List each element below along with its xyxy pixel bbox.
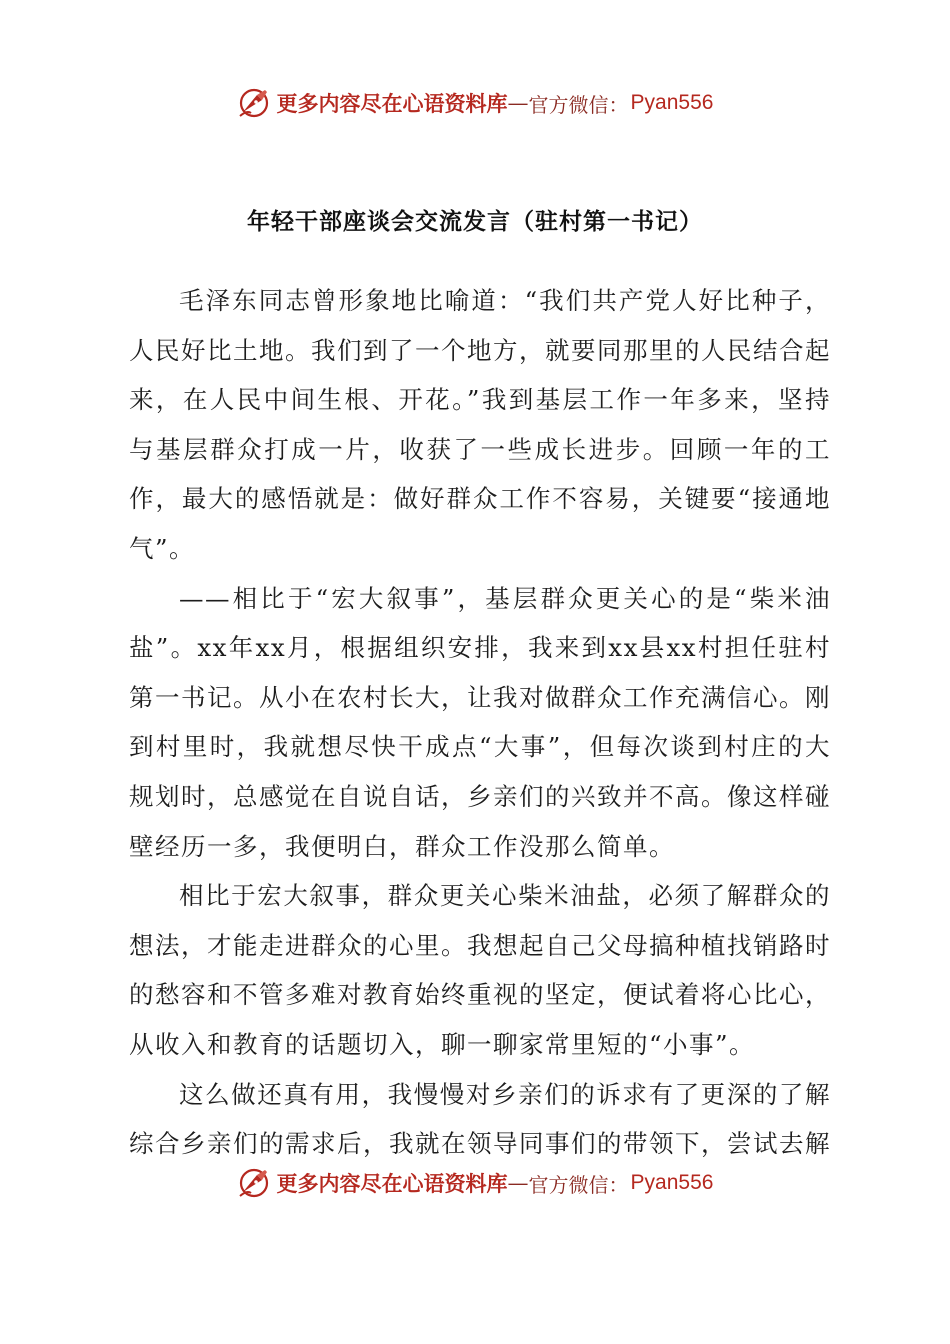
body-paragraph-4: 这么做还真有用，我慢慢对乡亲们的诉求有了更深的了解综合乡亲们的需求后，我就在领导同事们的带领下，尝试去解 (129, 1079, 831, 1159)
document-title: 年轻干部座谈会交流发言（驻村第一书记） (247, 209, 703, 235)
banner-wechat-id: Pyan556 (630, 91, 714, 114)
banner-wechat-label: 官方微信： (528, 1172, 629, 1197)
banner-brand-text: 更多内容尽在心语资料库 (276, 91, 508, 116)
banner-wechat-id: Pyan556 (630, 1171, 714, 1194)
pen-nib-logo-icon (237, 86, 271, 120)
document-body (129, 276, 831, 1169)
banner-wechat-label: 官方微信： (528, 92, 629, 117)
body-paragraph-1: 毛泽东同志曾形象地比喻道：“我们共产党人好比种子，人民好比土地。我们到了一个地方，就要同那里的人民结合起来，在人民中间生根、开花。”我到基层工作一年多来，坚持与基层群众打成一片，收获了一些成长进步。回顾一年的工作，最大的感悟就是：做好群众工作不容易，关键要“接通地气”。 (129, 286, 831, 563)
footer-watermark-banner (0, 1158, 950, 1208)
body-paragraph-3: 相比于宏大叙事，群众更关心柴米油盐，必须了解群众的想法，才能走进群众的心里。我想起自己父母搞种植找销路时的愁容和不管多难对教育始终重视的坚定，便试着将心比心，从收入和教育的话题切入，聊一聊家常里短的“小事”。 (129, 881, 831, 1059)
banner-brand-text: 更多内容尽在心语资料库 (276, 1171, 508, 1196)
banner-dash: — (507, 1171, 529, 1195)
banner-dash: — (507, 91, 529, 115)
body-paragraph-2: ——相比于“宏大叙事”，基层群众更关心的是“柴米油盐”。xx年xx月，根据组织安排，我来到xx县xx村担任驻村第一书记。从小在农村长大，让我对做群众工作充满信心。刚到村里时，我就想尽快干成点“大事”，但每次谈到村庄的大规划时，总感觉在自说自话，乡亲们的兴致并不高。像这样碰壁经历一多，我便明白，群众工作没那么简单。 (129, 583, 831, 861)
pen-nib-logo-icon (237, 1166, 271, 1200)
header-watermark-banner (0, 78, 950, 128)
